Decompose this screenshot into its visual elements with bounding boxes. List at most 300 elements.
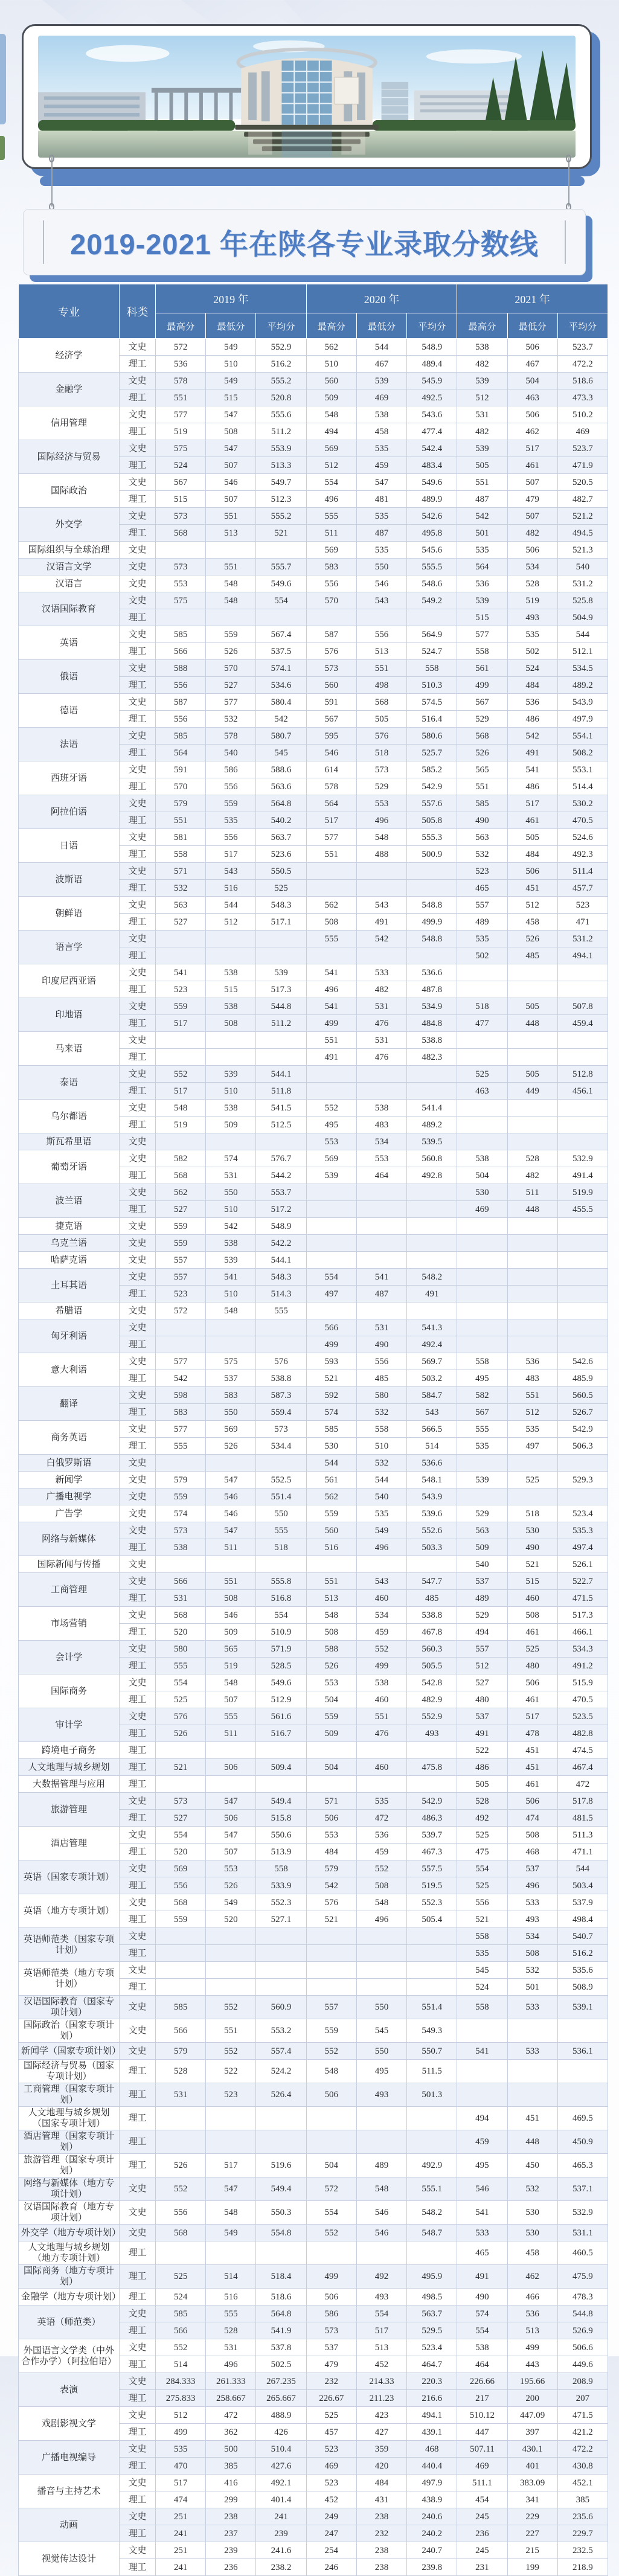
score-cell: 519 xyxy=(206,1658,256,1674)
score-cell: 551 xyxy=(206,508,256,525)
score-cell xyxy=(356,880,406,897)
score-cell: 492 xyxy=(457,1810,507,1827)
score-cell: 511 xyxy=(507,1184,557,1201)
score-cell: 553.9 xyxy=(256,440,306,457)
score-cell: 542 xyxy=(457,508,507,525)
major-cell: 广播电视学 xyxy=(19,1488,120,1505)
score-cell: 548 xyxy=(356,2177,406,2201)
score-cell xyxy=(557,1032,608,1049)
score-cell: 549.3 xyxy=(407,2019,457,2043)
score-cell: 544 xyxy=(557,1860,608,1877)
score-cell: 494.5 xyxy=(557,525,608,542)
score-cell: 483.4 xyxy=(407,457,457,474)
score-cell: 538 xyxy=(206,964,256,981)
score-cell: 484 xyxy=(356,2475,406,2491)
table-row xyxy=(19,1776,608,1793)
score-cell xyxy=(407,1742,457,1759)
score-cell: 512 xyxy=(507,1404,557,1421)
category-cell: 理工 xyxy=(120,1945,156,1962)
score-cell: 492.3 xyxy=(557,846,608,863)
score-cell: 512.3 xyxy=(256,491,306,508)
score-cell: 550 xyxy=(256,1505,306,1522)
score-cell: 474 xyxy=(507,1810,557,1827)
score-cell: 591 xyxy=(306,694,356,711)
score-cell: 556 xyxy=(306,575,356,592)
score-cell: 517 xyxy=(356,2322,406,2339)
score-cell: 546 xyxy=(206,1607,256,1624)
score-cell: 510 xyxy=(306,356,356,373)
score-cell: 546 xyxy=(356,575,406,592)
score-cell: 508.2 xyxy=(557,745,608,761)
table-row xyxy=(19,1032,608,1049)
score-cell xyxy=(356,2107,406,2130)
score-cell: 472.2 xyxy=(557,356,608,373)
score-cell: 581 xyxy=(156,829,206,846)
category-cell: 理工 xyxy=(120,643,156,660)
table-row xyxy=(19,2177,608,2201)
category-cell: 文史 xyxy=(120,2441,156,2458)
score-cell: 476 xyxy=(356,1725,406,1742)
table-row xyxy=(19,1302,608,1319)
campus-photo xyxy=(38,36,576,158)
category-cell: 文史 xyxy=(120,406,156,423)
score-cell: 544 xyxy=(356,339,406,356)
score-cell: 459 xyxy=(457,2130,507,2154)
score-cell: 486.3 xyxy=(407,1810,457,1827)
score-cell: 541 xyxy=(356,1269,406,1286)
score-cell: 528 xyxy=(156,2060,206,2083)
score-cell: 556 xyxy=(457,1894,507,1911)
score-cell xyxy=(507,981,557,998)
score-cell: 538 xyxy=(206,1235,256,1252)
score-cell: 532 xyxy=(457,846,507,863)
major-cell: 斯瓦希里语 xyxy=(19,1133,120,1150)
score-cell xyxy=(507,1286,557,1302)
score-cell: 546 xyxy=(206,1505,256,1522)
score-cell: 548.9 xyxy=(256,1218,306,1235)
score-cell xyxy=(407,1252,457,1269)
score-cell: 241 xyxy=(156,2525,206,2542)
score-cell xyxy=(457,2060,507,2083)
score-cell: 576 xyxy=(156,1708,206,1725)
table-row xyxy=(19,1235,608,1252)
score-cell: 524.6 xyxy=(557,829,608,846)
score-cell: 490 xyxy=(457,2289,507,2305)
score-cell: 553.7 xyxy=(256,1184,306,1201)
category-cell: 理工 xyxy=(120,2559,156,2576)
score-cell: 535 xyxy=(356,1793,406,1810)
score-cell: 556 xyxy=(206,778,256,795)
score-cell: 488.9 xyxy=(256,2407,306,2424)
score-cell: 572 xyxy=(156,1302,206,1319)
category-cell: 理工 xyxy=(120,1742,156,1759)
score-cell xyxy=(457,981,507,998)
score-cell: 451 xyxy=(507,880,557,897)
table-row xyxy=(19,1505,608,1522)
major-cell: 旅游管理（国家专项计划） xyxy=(19,2154,120,2177)
score-cell: 538.8 xyxy=(407,1032,457,1049)
score-cell: 517.3 xyxy=(557,1607,608,1624)
score-cell: 528 xyxy=(507,575,557,592)
score-cell: 569 xyxy=(156,1860,206,1877)
category-cell: 理工 xyxy=(120,2491,156,2508)
score-cell: 481.5 xyxy=(557,1810,608,1827)
score-cell: 494.1 xyxy=(407,2407,457,2424)
score-cell xyxy=(407,2130,457,2154)
score-cell: 568 xyxy=(156,1167,206,1184)
score-cell: 526.9 xyxy=(557,2322,608,2339)
col-header-sub: 最低分 xyxy=(356,313,406,339)
score-cell: 267.235 xyxy=(256,2373,306,2390)
score-cell: 245 xyxy=(457,2508,507,2525)
score-cell: 554.1 xyxy=(557,728,608,745)
score-cell: 540 xyxy=(356,1488,406,1505)
score-cell: 515 xyxy=(156,491,206,508)
score-cell: 246 xyxy=(306,2559,356,2576)
score-cell: 550.5 xyxy=(256,863,306,880)
score-cell xyxy=(156,2130,206,2154)
score-cell: 463 xyxy=(507,389,557,406)
score-cell: 440.4 xyxy=(407,2458,457,2475)
score-cell: 580.7 xyxy=(256,728,306,745)
major-cell: 法语 xyxy=(19,728,120,761)
category-cell: 文史 xyxy=(120,626,156,643)
score-cell: 553 xyxy=(306,1827,356,1844)
score-cell: 564.8 xyxy=(256,2305,306,2322)
score-cell: 458 xyxy=(356,423,406,440)
score-cell: 544.2 xyxy=(256,1167,306,1184)
score-cell: 568 xyxy=(156,525,206,542)
score-cell: 525 xyxy=(507,1472,557,1488)
category-cell: 文史 xyxy=(120,1860,156,1877)
score-cell: 542.9 xyxy=(407,1793,457,1810)
score-cell: 579 xyxy=(156,795,206,812)
category-cell: 文史 xyxy=(120,592,156,609)
score-cell xyxy=(206,1049,256,1066)
score-cell xyxy=(507,1100,557,1117)
table-row xyxy=(19,931,608,947)
table-row xyxy=(19,2107,608,2130)
score-cell: 525 xyxy=(507,1641,557,1658)
score-cell xyxy=(206,947,256,964)
score-cell: 514.4 xyxy=(557,778,608,795)
category-cell: 理工 xyxy=(120,846,156,863)
score-cell xyxy=(507,1117,557,1133)
score-cell: 546 xyxy=(306,745,356,761)
category-cell: 理工 xyxy=(120,389,156,406)
category-cell: 理工 xyxy=(120,1624,156,1641)
score-cell: 541 xyxy=(306,998,356,1015)
score-cell: 532 xyxy=(206,711,256,728)
score-cell xyxy=(557,2019,608,2043)
score-cell: 467 xyxy=(356,356,406,373)
score-cell: 448 xyxy=(507,1201,557,1218)
major-cell: 翻译 xyxy=(19,1387,120,1421)
score-cell: 539 xyxy=(457,373,507,389)
score-cell: 509 xyxy=(206,1624,256,1641)
score-cell: 583 xyxy=(156,1404,206,1421)
score-cell xyxy=(457,1286,507,1302)
score-cell: 561 xyxy=(457,660,507,677)
score-cell: 555.5 xyxy=(407,559,457,575)
score-cell xyxy=(156,1979,206,1996)
score-cell: 568 xyxy=(156,1607,206,1624)
score-cell xyxy=(407,1218,457,1235)
score-cell xyxy=(356,863,406,880)
category-cell: 理工 xyxy=(120,1286,156,1302)
score-cell: 426 xyxy=(256,2424,306,2441)
score-cell: 563 xyxy=(156,897,206,914)
score-cell: 490 xyxy=(507,1539,557,1556)
score-cell: 547 xyxy=(206,1522,256,1539)
score-cell xyxy=(256,2107,306,2130)
score-cell xyxy=(557,1336,608,1353)
score-cell: 536 xyxy=(457,575,507,592)
score-cell: 536 xyxy=(156,356,206,373)
score-cell: 497 xyxy=(306,1286,356,1302)
score-cell: 531 xyxy=(356,998,406,1015)
category-cell: 文史 xyxy=(120,474,156,491)
score-cell: 577 xyxy=(306,829,356,846)
score-cell: 567 xyxy=(457,694,507,711)
score-cell: 482.7 xyxy=(557,491,608,508)
score-cell xyxy=(457,1336,507,1353)
table-row xyxy=(19,1793,608,1810)
score-cell: 508 xyxy=(306,914,356,931)
category-cell: 文史 xyxy=(120,1674,156,1691)
score-cell xyxy=(356,1252,406,1269)
score-cell xyxy=(507,1488,557,1505)
score-cell: 463 xyxy=(457,1083,507,1100)
major-cell: 动画 xyxy=(19,2508,120,2542)
score-cell: 555 xyxy=(306,508,356,525)
category-cell: 理工 xyxy=(120,1049,156,1066)
score-cell: 585 xyxy=(156,1996,206,2019)
score-cell: 561 xyxy=(306,1472,356,1488)
score-cell xyxy=(507,1032,557,1049)
score-cell: 516.4 xyxy=(407,711,457,728)
score-cell: 529 xyxy=(356,778,406,795)
score-cell: 485 xyxy=(356,1370,406,1387)
score-cell: 551 xyxy=(457,474,507,491)
score-cell: 509 xyxy=(306,389,356,406)
score-cell: 542.6 xyxy=(557,1353,608,1370)
category-cell: 理工 xyxy=(120,1844,156,1860)
major-cell: 意大利语 xyxy=(19,1353,120,1387)
category-cell: 理工 xyxy=(120,1438,156,1455)
score-cell: 496 xyxy=(507,1877,557,1894)
score-cell: 511.5 xyxy=(407,2060,457,2083)
score-cell: 506 xyxy=(507,1674,557,1691)
score-cell: 512 xyxy=(156,2407,206,2424)
score-cell: 498 xyxy=(356,677,406,694)
score-cell: 492.1 xyxy=(256,2475,306,2491)
category-cell: 理工 xyxy=(120,2390,156,2407)
score-cell: 536 xyxy=(356,1827,406,1844)
table-row xyxy=(19,1066,608,1083)
score-cell: 548 xyxy=(206,592,256,609)
category-cell: 文史 xyxy=(120,373,156,389)
score-cell: 519 xyxy=(156,1117,206,1133)
score-cell xyxy=(557,1235,608,1252)
score-cell: 564.9 xyxy=(407,626,457,643)
score-cell: 534.9 xyxy=(407,998,457,1015)
table-row xyxy=(19,2265,608,2289)
score-cell: 226.67 xyxy=(306,2390,356,2407)
score-cell xyxy=(407,1928,457,1945)
score-cell: 496 xyxy=(356,812,406,829)
major-cell: 国际商务 xyxy=(19,1674,120,1708)
score-cell: 506 xyxy=(507,1793,557,1810)
score-cell xyxy=(206,542,256,559)
score-cell: 507 xyxy=(206,1844,256,1860)
score-cell: 484 xyxy=(507,677,557,694)
score-cell: 489 xyxy=(356,2154,406,2177)
score-cell: 576 xyxy=(356,728,406,745)
score-cell: 554 xyxy=(156,1674,206,1691)
score-cell: 510 xyxy=(206,1201,256,1218)
table-row xyxy=(19,1218,608,1235)
score-cell: 527 xyxy=(156,1201,206,1218)
score-cell: 461 xyxy=(507,1776,557,1793)
score-cell: 527 xyxy=(156,1810,206,1827)
score-cell xyxy=(457,1100,507,1117)
score-cell: 548.9 xyxy=(407,339,457,356)
score-cell: 497 xyxy=(507,1438,557,1455)
score-cell xyxy=(306,1066,356,1083)
score-cell xyxy=(206,1979,256,1996)
score-cell: 500 xyxy=(206,2441,256,2458)
score-cell: 532 xyxy=(156,880,206,897)
score-cell: 461 xyxy=(507,1691,557,1708)
score-cell: 240.6 xyxy=(407,2508,457,2525)
score-cell: 518.4 xyxy=(256,2265,306,2289)
table-row xyxy=(19,2441,608,2458)
score-cell: 519.6 xyxy=(256,2154,306,2177)
score-cell: 554 xyxy=(457,1860,507,1877)
score-cell: 566 xyxy=(156,643,206,660)
category-cell: 文史 xyxy=(120,2475,156,2491)
score-cell: 517 xyxy=(156,1083,206,1100)
score-cell: 465 xyxy=(457,880,507,897)
score-cell: 549 xyxy=(206,339,256,356)
score-cell: 550 xyxy=(356,1996,406,2019)
score-cell: 588 xyxy=(156,660,206,677)
score-cell: 551 xyxy=(306,1573,356,1590)
score-cell: 480 xyxy=(507,1658,557,1674)
score-cell: 229 xyxy=(507,2508,557,2525)
score-cell xyxy=(557,1455,608,1472)
score-cell: 460.5 xyxy=(557,2241,608,2265)
score-cell: 493 xyxy=(356,2289,406,2305)
score-cell: 559 xyxy=(156,998,206,1015)
score-cell: 485.9 xyxy=(557,1370,608,1387)
score-cell: 554 xyxy=(306,1269,356,1286)
major-cell: 大数据管理与应用 xyxy=(19,1776,120,1793)
major-cell: 印地语 xyxy=(19,998,120,1032)
score-cell: 555.3 xyxy=(407,829,457,846)
score-cell xyxy=(256,2241,306,2265)
col-header-major: 专业 xyxy=(19,284,120,339)
score-cell: 497.9 xyxy=(557,711,608,728)
score-cell: 238 xyxy=(356,2542,406,2559)
table-row xyxy=(19,1472,608,1488)
score-cell: 515.8 xyxy=(256,1810,306,1827)
score-cell: 516 xyxy=(206,880,256,897)
major-cell: 视觉传达设计 xyxy=(19,2542,120,2576)
score-cell xyxy=(507,1235,557,1252)
score-cell: 519 xyxy=(507,592,557,609)
score-cell: 560.8 xyxy=(407,1150,457,1167)
col-header-sub: 最低分 xyxy=(507,313,557,339)
score-cell xyxy=(256,1979,306,1996)
score-cell: 518 xyxy=(507,1505,557,1522)
score-cell: 547 xyxy=(206,406,256,423)
score-cell xyxy=(156,1455,206,1472)
score-cell xyxy=(356,2130,406,2154)
score-cell: 482 xyxy=(457,356,507,373)
score-cell xyxy=(407,880,457,897)
score-cell xyxy=(256,1556,306,1573)
score-cell: 449.6 xyxy=(557,2356,608,2373)
score-cell: 559 xyxy=(156,1911,206,1928)
score-cell xyxy=(356,609,406,626)
score-cell: 518 xyxy=(356,745,406,761)
score-cell: 548 xyxy=(306,1607,356,1624)
category-cell: 理工 xyxy=(120,2083,156,2107)
score-cell: 536 xyxy=(507,694,557,711)
major-cell: 新闻学 xyxy=(19,1472,120,1488)
score-cell: 238 xyxy=(356,2508,406,2525)
score-cell: 535 xyxy=(356,440,406,457)
score-cell: 502 xyxy=(457,947,507,964)
table-row xyxy=(19,1996,608,2019)
score-cell xyxy=(206,1556,256,1573)
score-cell: 482 xyxy=(356,981,406,998)
category-cell: 理工 xyxy=(120,2424,156,2441)
score-cell: 549.6 xyxy=(407,474,457,491)
score-cell: 553.2 xyxy=(256,2019,306,2043)
score-cell: 515 xyxy=(457,609,507,626)
score-cell: 535 xyxy=(356,542,406,559)
score-cell: 450.9 xyxy=(557,2130,608,2154)
score-cell: 506 xyxy=(507,863,557,880)
score-cell: 580.6 xyxy=(407,728,457,745)
score-cell: 577 xyxy=(156,1421,206,1438)
score-cell: 556 xyxy=(156,2201,206,2225)
table-row xyxy=(19,2289,608,2305)
score-cell: 520.5 xyxy=(557,474,608,491)
score-cell: 499 xyxy=(306,2265,356,2289)
score-cell: 559 xyxy=(206,626,256,643)
score-cell: 559 xyxy=(306,1708,356,1725)
table-row xyxy=(19,1387,608,1404)
score-cell: 216.6 xyxy=(407,2390,457,2407)
score-cell: 558 xyxy=(457,1353,507,1370)
score-cell xyxy=(407,1066,457,1083)
score-cell: 512 xyxy=(457,389,507,406)
score-cell: 475.9 xyxy=(557,2265,608,2289)
score-cell: 532 xyxy=(356,1404,406,1421)
score-cell xyxy=(156,1945,206,1962)
score-cell: 466.1 xyxy=(557,1624,608,1641)
score-cell: 533 xyxy=(507,1996,557,2019)
category-cell: 理工 xyxy=(120,778,156,795)
score-cell: 507 xyxy=(507,474,557,491)
category-cell: 理工 xyxy=(120,812,156,829)
col-header-sub: 平均分 xyxy=(256,313,306,339)
category-cell: 文史 xyxy=(120,1488,156,1505)
